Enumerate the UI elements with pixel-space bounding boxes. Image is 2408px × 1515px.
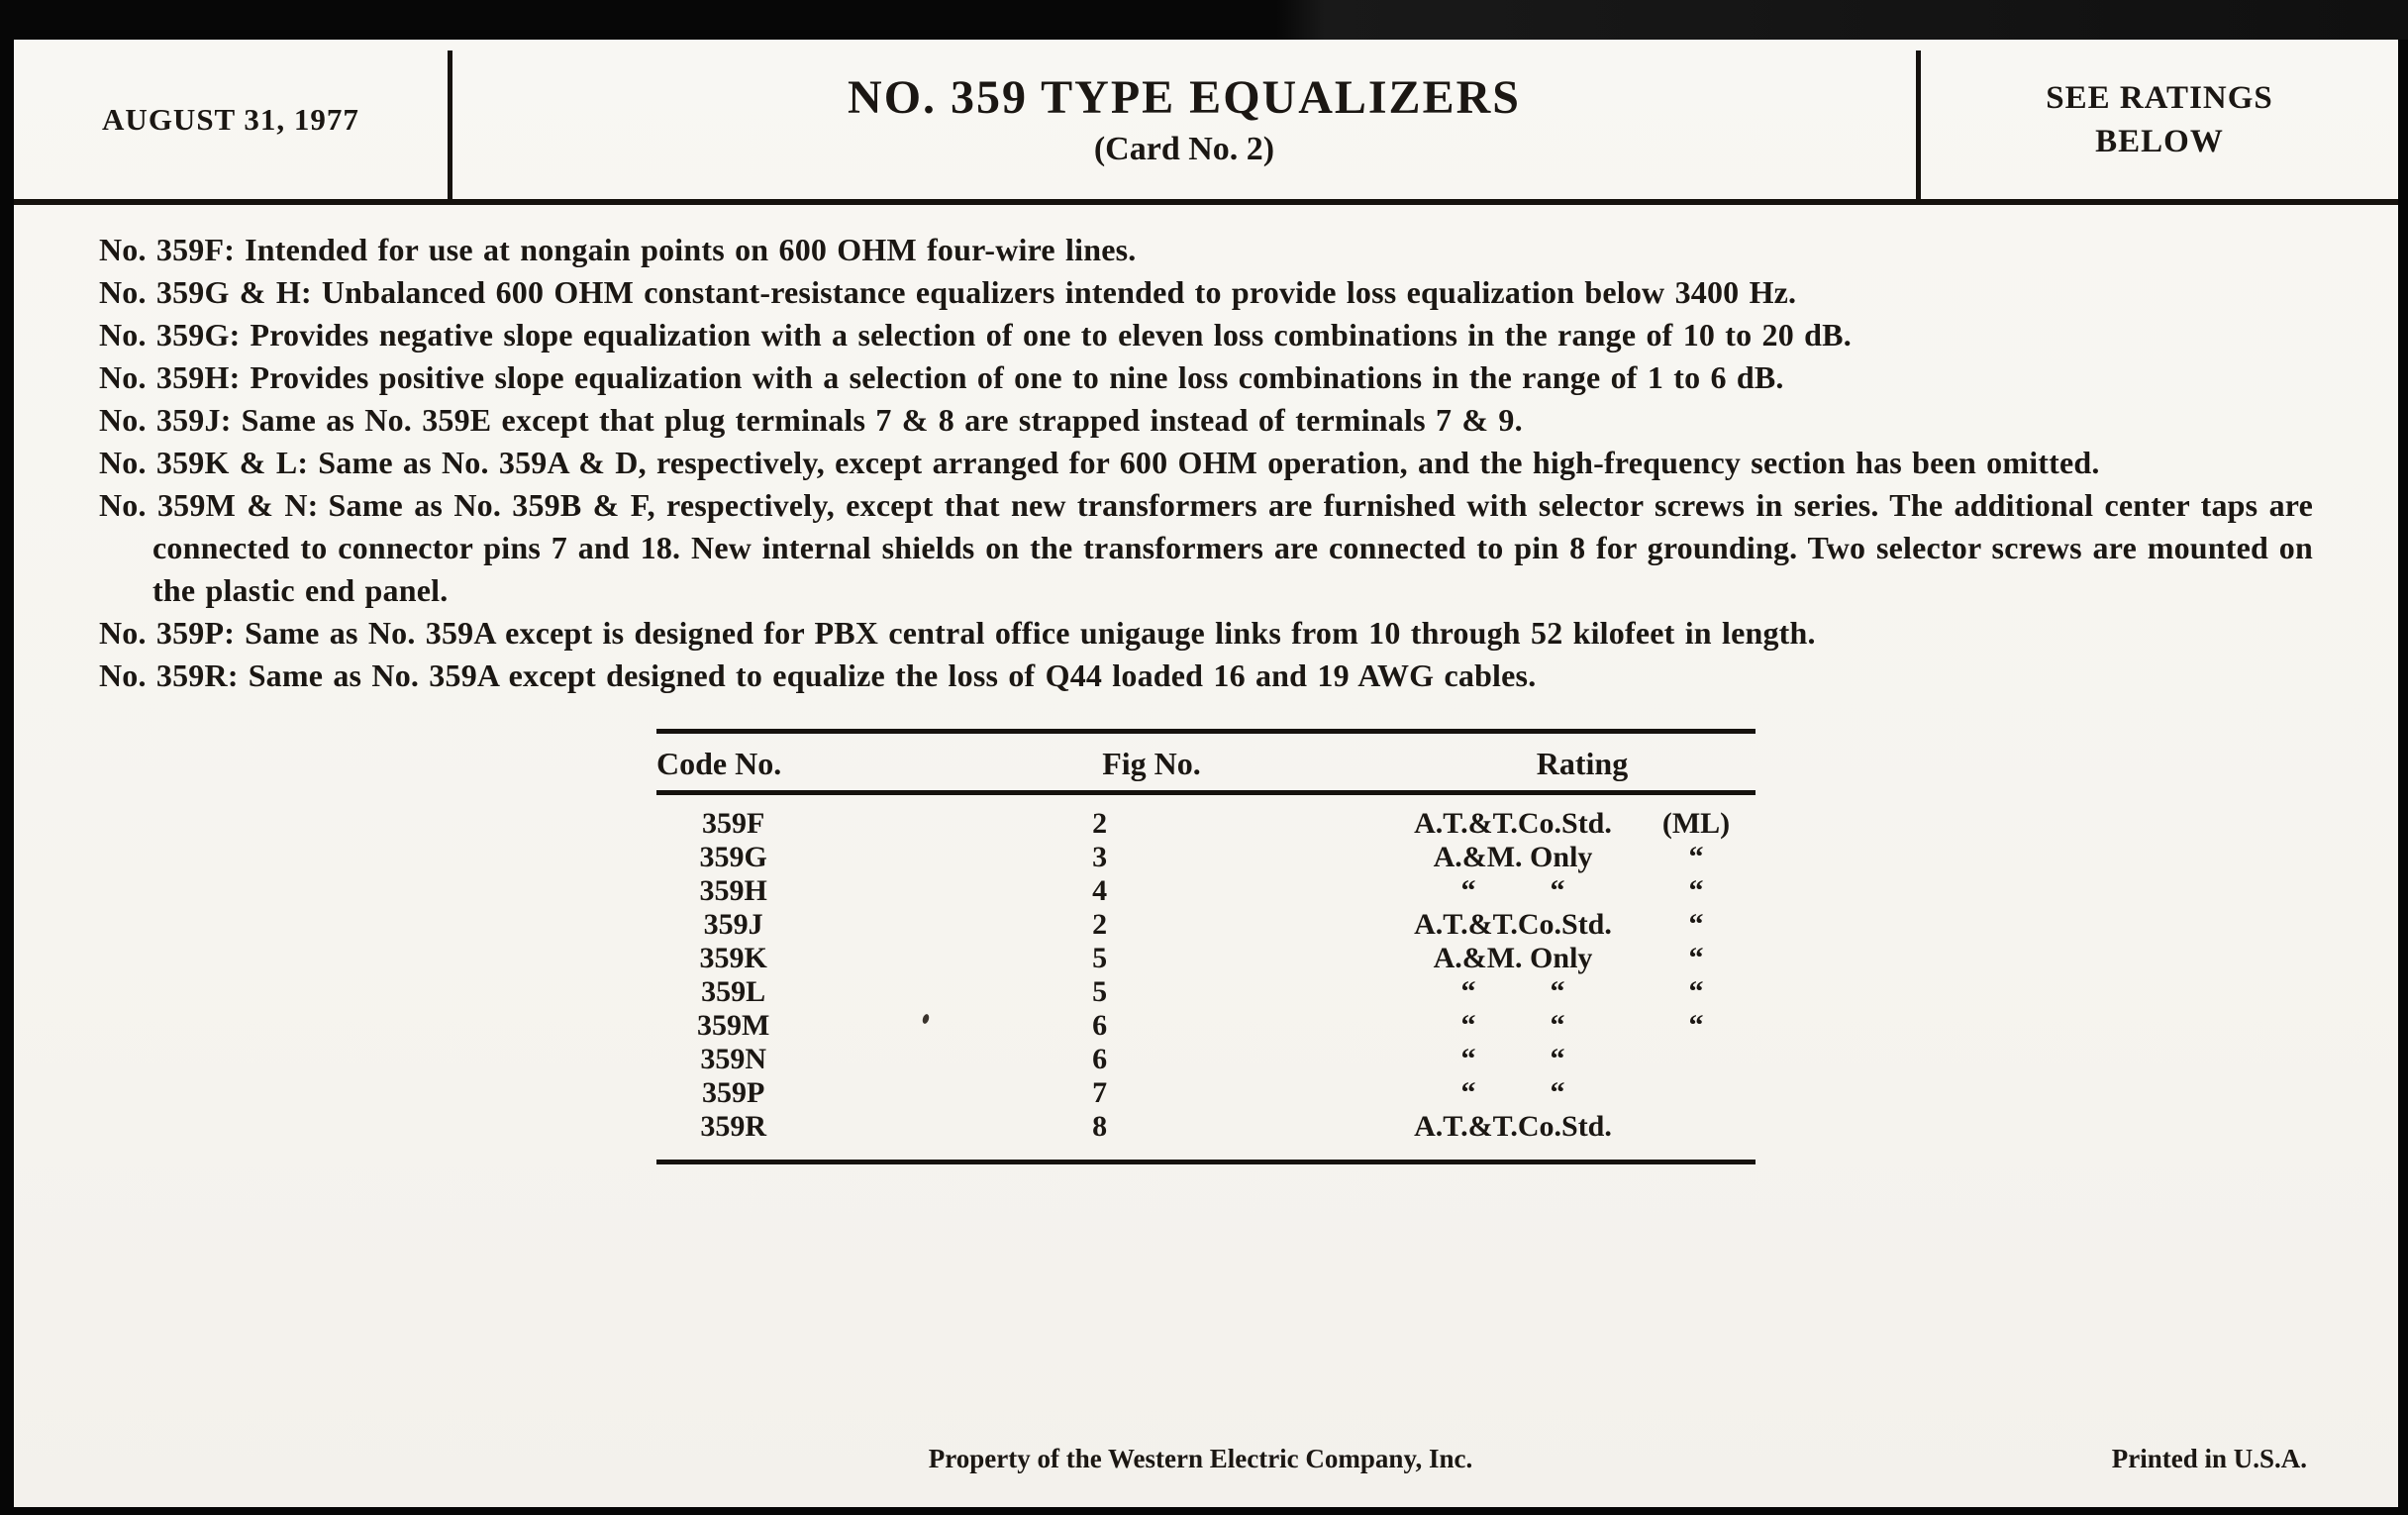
fig-cell: 6 bbox=[1092, 1043, 1108, 1075]
description-item-359m-n bbox=[99, 484, 2313, 612]
item-label: No. 359M & N: bbox=[99, 487, 319, 523]
rating-ml-mark: “ bbox=[1688, 1009, 1704, 1042]
item-label: No. 359K & L: bbox=[99, 445, 309, 480]
printed-notice: Printed in U.S.A. bbox=[2111, 1444, 2307, 1473]
rating-text: “ “ bbox=[1460, 1009, 1565, 1042]
table-row bbox=[656, 841, 1756, 874]
code-cell: 359G bbox=[699, 841, 767, 873]
equalizer-card bbox=[14, 40, 2398, 1507]
rating-text: “ “ bbox=[1460, 1076, 1565, 1109]
item-label: No. 359R: bbox=[99, 657, 239, 693]
fig-cell: 5 bbox=[1092, 942, 1108, 974]
item-text: Same as No. 359A except designed to equalize the loss of Q44 loaded 16 and 19 AWG cables. bbox=[248, 657, 1537, 693]
table-row bbox=[656, 1009, 1756, 1043]
table-row bbox=[656, 975, 1756, 1009]
item-label: No. 359G: bbox=[99, 317, 241, 353]
item-label: No. 359J: bbox=[99, 402, 232, 438]
card-footer bbox=[14, 1444, 2398, 1479]
table-row bbox=[656, 942, 1756, 975]
description-item-359r bbox=[99, 655, 2313, 697]
ratings-table bbox=[656, 729, 1756, 1164]
table-body bbox=[656, 795, 1756, 1164]
item-label: No. 359G & H: bbox=[99, 274, 312, 310]
code-cell: 359L bbox=[701, 975, 766, 1008]
rating-cell bbox=[1389, 1009, 1756, 1043]
item-text: Same as No. 359E except that plug terminals 7 & 8 are strapped instead of terminals 7 & 9. bbox=[241, 402, 1523, 438]
rating-text: A.T.&T.Co.Std. bbox=[1414, 908, 1612, 941]
card-number: (Card No. 2) bbox=[1093, 131, 1275, 167]
rating-text: A.T.&T.Co.Std. bbox=[1414, 807, 1612, 840]
table-header-row bbox=[656, 734, 1756, 795]
description-item-359f bbox=[99, 229, 2313, 271]
code-cell: 359P bbox=[701, 1076, 765, 1109]
scan-top-band bbox=[0, 0, 2408, 40]
description-list bbox=[14, 205, 2398, 697]
rating-cell bbox=[1389, 807, 1756, 841]
fig-cell: 8 bbox=[1092, 1110, 1108, 1143]
item-text: Intended for use at nongain points on 600 OHM four-wire lines. bbox=[245, 232, 1137, 267]
code-cell: 359J bbox=[703, 908, 763, 941]
ratings-note bbox=[1921, 40, 2398, 199]
item-label: No. 359H: bbox=[99, 359, 241, 395]
rating-cell bbox=[1389, 1043, 1756, 1076]
rating-cell bbox=[1389, 975, 1756, 1009]
table-row bbox=[656, 874, 1756, 908]
rating-cell bbox=[1389, 1076, 1756, 1110]
item-text: Same as No. 359A except is designed for PBX central office unigauge links from 10 through 52 kilofeet in length. bbox=[245, 615, 1816, 651]
rating-cell bbox=[1389, 1110, 1756, 1144]
description-item-359g bbox=[99, 314, 2313, 356]
code-cell: 359N bbox=[700, 1043, 766, 1075]
rating-ml-mark: “ bbox=[1688, 908, 1704, 941]
rating-cell bbox=[1389, 942, 1756, 975]
rating-text: A.T.&T.Co.Std. bbox=[1414, 1110, 1612, 1143]
rating-ml-mark bbox=[1637, 1076, 1756, 1110]
rating-text: “ “ bbox=[1460, 975, 1565, 1008]
rating-cell bbox=[1389, 841, 1756, 874]
rating-text: A.&M. Only bbox=[1433, 942, 1593, 974]
fig-cell: 4 bbox=[1092, 874, 1108, 907]
code-cell: 359K bbox=[699, 942, 767, 974]
rating-ml-mark bbox=[1637, 1110, 1756, 1144]
rating-text: “ “ bbox=[1460, 1043, 1565, 1075]
fig-cell: 5 bbox=[1092, 975, 1108, 1008]
code-cell: 359H bbox=[699, 874, 767, 907]
fig-cell: 2 bbox=[1092, 807, 1108, 840]
item-text: Provides negative slope equalization with a selection of one to eleven loss combinations in the range of 10 to 20 dB. bbox=[250, 317, 1852, 353]
rating-ml-mark: “ bbox=[1688, 942, 1704, 974]
rating-text: A.&M. Only bbox=[1433, 841, 1593, 873]
column-header-code: Code No. bbox=[656, 746, 782, 781]
item-text: Provides positive slope equalization with a selection of one to nine loss combinations in the range of 1 to 6 dB. bbox=[250, 359, 1784, 395]
description-item-359k-l bbox=[99, 442, 2313, 484]
fig-cell: 6 bbox=[1092, 1009, 1108, 1042]
rating-cell bbox=[1389, 874, 1756, 908]
rating-ml-mark: “ bbox=[1688, 975, 1704, 1008]
ratings-note-line1: SEE RATINGS bbox=[2046, 79, 2273, 116]
fig-cell: 3 bbox=[1092, 841, 1108, 873]
card-title-block bbox=[452, 40, 1916, 199]
table-row bbox=[656, 908, 1756, 942]
code-cell: 359R bbox=[700, 1110, 766, 1143]
description-item-359g-h bbox=[99, 271, 2313, 314]
description-item-359p bbox=[99, 612, 2313, 655]
column-header-rating: Rating bbox=[1536, 746, 1629, 781]
property-notice: Property of the Western Electric Company, Inc. bbox=[928, 1444, 1473, 1473]
description-item-359h bbox=[99, 356, 2313, 399]
fig-cell: 2 bbox=[1092, 908, 1108, 941]
table-row bbox=[656, 1043, 1756, 1076]
ratings-note-line2: BELOW bbox=[2095, 123, 2224, 159]
table-row bbox=[656, 807, 1756, 841]
rating-cell bbox=[1389, 908, 1756, 942]
rating-ml-mark: “ bbox=[1688, 874, 1704, 907]
item-text: Unbalanced 600 OHM constant-resistance equalizers intended to provide loss equalization below 3400 Hz. bbox=[321, 274, 1797, 310]
table-row bbox=[656, 1110, 1756, 1144]
column-header-fig: Fig No. bbox=[1102, 746, 1201, 781]
fig-cell: 7 bbox=[1092, 1076, 1108, 1109]
item-text: Same as No. 359B & F, respectively, except that new transformers are furnished with selector screws in series. The additional center taps are connected to connector pins 7 and 18. New internal shields on the transformers are connected to pin 8 for grounding. Two selector screws are mounted on the plastic end panel. bbox=[152, 487, 2313, 608]
rating-ml-mark: (ML) bbox=[1661, 807, 1731, 840]
table-row bbox=[656, 1076, 1756, 1110]
rating-ml-mark: “ bbox=[1688, 841, 1704, 873]
item-text: Same as No. 359A & D, respectively, except arranged for 600 OHM operation, and the high-frequency section has been omitted. bbox=[318, 445, 2100, 480]
item-label: No. 359F: bbox=[99, 232, 236, 267]
code-cell: 359F bbox=[701, 807, 765, 840]
card-header bbox=[14, 40, 2398, 205]
item-label: No. 359P: bbox=[99, 615, 236, 651]
rating-ml-mark bbox=[1637, 1043, 1756, 1076]
page-title: NO. 359 TYPE EQUALIZERS bbox=[848, 71, 1521, 124]
rating-text: “ “ bbox=[1460, 874, 1565, 907]
card-date: AUGUST 31, 1977 bbox=[102, 101, 359, 137]
description-item-359j bbox=[99, 399, 2313, 442]
code-cell: 359M bbox=[696, 1009, 770, 1042]
